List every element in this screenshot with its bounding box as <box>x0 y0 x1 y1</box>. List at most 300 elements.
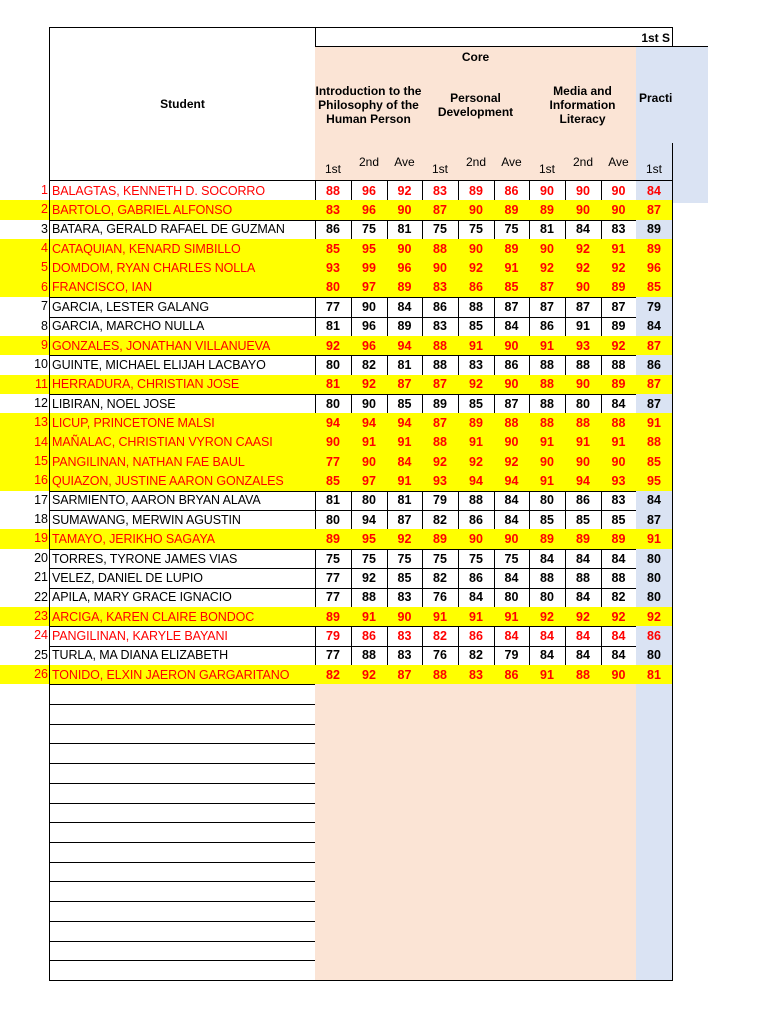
empty-grade-cell[interactable] <box>387 763 423 784</box>
grade-cell[interactable] <box>458 568 495 588</box>
empty-grade-cell[interactable] <box>387 724 423 745</box>
grade-cell[interactable] <box>315 394 352 414</box>
grade-cell[interactable] <box>636 278 673 298</box>
period-header-6[interactable] <box>494 143 530 181</box>
grade-cell[interactable] <box>315 626 352 646</box>
empty-grade-cell[interactable] <box>351 743 388 764</box>
grade-cell[interactable] <box>601 607 637 627</box>
grade-cell[interactable] <box>458 239 495 259</box>
empty-grade-cell[interactable] <box>351 704 388 725</box>
empty-grade-cell[interactable] <box>458 724 495 745</box>
empty-grade-cell[interactable] <box>565 822 602 843</box>
grade-cell[interactable] <box>351 529 388 549</box>
grade-cell[interactable] <box>351 471 388 491</box>
grade-cell[interactable] <box>387 336 423 356</box>
empty-grade-cell[interactable] <box>565 763 602 784</box>
empty-grade-cell[interactable] <box>636 724 673 745</box>
grade-cell[interactable] <box>315 258 352 278</box>
empty-grade-cell[interactable] <box>315 941 352 962</box>
grade-cell[interactable] <box>636 336 673 356</box>
grade-cell[interactable] <box>494 646 530 666</box>
period-header-9[interactable] <box>601 143 637 181</box>
grade-cell[interactable] <box>636 568 673 588</box>
grade-cell[interactable] <box>315 181 352 201</box>
grade-cell[interactable] <box>494 220 530 240</box>
grade-cell[interactable] <box>315 549 352 569</box>
grade-cell[interactable] <box>422 433 459 453</box>
grade-cell[interactable] <box>529 239 566 259</box>
student-name[interactable] <box>49 646 316 666</box>
grade-cell[interactable] <box>315 317 352 337</box>
empty-grade-cell[interactable] <box>529 960 566 981</box>
grade-cell[interactable] <box>315 278 352 298</box>
empty-grade-cell[interactable] <box>494 842 530 863</box>
grade-cell[interactable] <box>529 297 566 317</box>
empty-grade-cell[interactable] <box>422 862 459 883</box>
empty-grade-cell[interactable] <box>422 743 459 764</box>
grade-cell[interactable] <box>387 355 423 375</box>
grade-cell[interactable] <box>458 665 495 685</box>
grade-cell[interactable] <box>351 181 388 201</box>
empty-grade-cell[interactable] <box>636 842 673 863</box>
grade-cell[interactable] <box>458 317 495 337</box>
grade-cell[interactable] <box>422 588 459 608</box>
empty-grade-cell[interactable] <box>601 960 637 981</box>
grade-cell[interactable] <box>351 239 388 259</box>
grade-cell[interactable] <box>494 529 530 549</box>
student-name[interactable] <box>49 549 316 569</box>
empty-grade-cell[interactable] <box>565 881 602 902</box>
grade-cell[interactable] <box>458 529 495 549</box>
grade-cell[interactable] <box>601 220 637 240</box>
empty-grade-cell[interactable] <box>387 822 423 843</box>
grade-cell[interactable] <box>601 394 637 414</box>
grade-cell[interactable] <box>458 375 495 395</box>
grade-cell[interactable] <box>494 239 530 259</box>
grade-cell[interactable] <box>458 607 495 627</box>
grade-cell[interactable] <box>458 452 495 472</box>
grade-cell[interactable] <box>529 413 566 433</box>
grade-cell[interactable] <box>636 355 673 375</box>
grade-cell[interactable] <box>315 568 352 588</box>
grade-cell[interactable] <box>422 452 459 472</box>
grade-cell[interactable] <box>636 239 673 259</box>
grade-cell[interactable] <box>601 491 637 511</box>
grade-cell[interactable] <box>315 200 352 220</box>
empty-name-cell[interactable] <box>49 862 316 883</box>
empty-name-cell[interactable] <box>49 822 316 843</box>
grade-cell[interactable] <box>458 413 495 433</box>
empty-name-cell[interactable] <box>49 684 316 705</box>
grade-cell[interactable] <box>565 568 602 588</box>
empty-grade-cell[interactable] <box>636 684 673 705</box>
empty-grade-cell[interactable] <box>351 763 388 784</box>
grade-cell[interactable] <box>351 394 388 414</box>
grade-cell[interactable] <box>315 220 352 240</box>
grade-cell[interactable] <box>494 355 530 375</box>
grade-cell[interactable] <box>529 433 566 453</box>
empty-grade-cell[interactable] <box>529 704 566 725</box>
grade-cell[interactable] <box>351 607 388 627</box>
grade-cell[interactable] <box>315 665 352 685</box>
empty-grade-cell[interactable] <box>565 901 602 922</box>
grade-cell[interactable] <box>387 510 423 530</box>
empty-grade-cell[interactable] <box>636 704 673 725</box>
empty-grade-cell[interactable] <box>387 783 423 804</box>
grade-cell[interactable] <box>565 607 602 627</box>
grade-cell[interactable] <box>387 433 423 453</box>
grade-cell[interactable] <box>565 317 602 337</box>
grade-cell[interactable] <box>529 549 566 569</box>
grade-cell[interactable] <box>601 336 637 356</box>
empty-grade-cell[interactable] <box>315 763 352 784</box>
grade-cell[interactable] <box>387 413 423 433</box>
empty-grade-cell[interactable] <box>565 743 602 764</box>
grade-cell[interactable] <box>529 646 566 666</box>
empty-grade-cell[interactable] <box>529 921 566 942</box>
grade-cell[interactable] <box>565 646 602 666</box>
grade-cell[interactable] <box>387 220 423 240</box>
grade-cell[interactable] <box>351 317 388 337</box>
grade-cell[interactable] <box>458 433 495 453</box>
grade-cell[interactable] <box>422 317 459 337</box>
grade-cell[interactable] <box>601 317 637 337</box>
empty-grade-cell[interactable] <box>458 901 495 922</box>
grade-cell[interactable] <box>351 626 388 646</box>
empty-grade-cell[interactable] <box>422 822 459 843</box>
grade-cell[interactable] <box>565 239 602 259</box>
empty-grade-cell[interactable] <box>529 842 566 863</box>
student-name[interactable] <box>49 181 316 201</box>
empty-grade-cell[interactable] <box>315 724 352 745</box>
grade-cell[interactable] <box>529 317 566 337</box>
grade-cell[interactable] <box>636 433 673 453</box>
grade-cell[interactable] <box>351 355 388 375</box>
grade-cell[interactable] <box>494 510 530 530</box>
grade-cell[interactable] <box>422 607 459 627</box>
empty-name-cell[interactable] <box>49 941 316 962</box>
empty-grade-cell[interactable] <box>315 921 352 942</box>
grade-cell[interactable] <box>636 665 673 685</box>
empty-name-cell[interactable] <box>49 763 316 784</box>
empty-grade-cell[interactable] <box>315 960 352 981</box>
grade-cell[interactable] <box>422 278 459 298</box>
grade-cell[interactable] <box>387 181 423 201</box>
empty-grade-cell[interactable] <box>529 724 566 745</box>
empty-name-cell[interactable] <box>49 724 316 745</box>
grade-cell[interactable] <box>315 491 352 511</box>
grade-cell[interactable] <box>565 491 602 511</box>
grade-cell[interactable] <box>351 452 388 472</box>
student-name[interactable] <box>49 413 316 433</box>
grade-cell[interactable] <box>529 394 566 414</box>
grade-cell[interactable] <box>422 413 459 433</box>
period-header-7[interactable] <box>529 143 566 181</box>
empty-name-cell[interactable] <box>49 960 316 981</box>
empty-grade-cell[interactable] <box>601 941 637 962</box>
period-header-1[interactable] <box>315 143 352 181</box>
student-name[interactable] <box>49 200 316 220</box>
empty-grade-cell[interactable] <box>601 881 637 902</box>
empty-grade-cell[interactable] <box>494 862 530 883</box>
grade-cell[interactable] <box>351 665 388 685</box>
grade-cell[interactable] <box>387 200 423 220</box>
grade-cell[interactable] <box>458 181 495 201</box>
grade-cell[interactable] <box>565 471 602 491</box>
empty-grade-cell[interactable] <box>636 881 673 902</box>
grade-cell[interactable] <box>351 510 388 530</box>
empty-grade-cell[interactable] <box>458 921 495 942</box>
grade-cell[interactable] <box>601 510 637 530</box>
grade-cell[interactable] <box>529 258 566 278</box>
grade-cell[interactable] <box>422 529 459 549</box>
empty-grade-cell[interactable] <box>636 921 673 942</box>
student-name[interactable] <box>49 278 316 298</box>
grade-cell[interactable] <box>494 568 530 588</box>
grade-cell[interactable] <box>601 471 637 491</box>
grade-cell[interactable] <box>636 297 673 317</box>
grade-cell[interactable] <box>422 491 459 511</box>
grade-cell[interactable] <box>636 220 673 240</box>
grade-cell[interactable] <box>494 317 530 337</box>
empty-grade-cell[interactable] <box>387 743 423 764</box>
empty-grade-cell[interactable] <box>529 822 566 843</box>
empty-grade-cell[interactable] <box>494 921 530 942</box>
grade-cell[interactable] <box>315 433 352 453</box>
grade-cell[interactable] <box>387 665 423 685</box>
empty-grade-cell[interactable] <box>565 941 602 962</box>
empty-name-cell[interactable] <box>49 743 316 764</box>
empty-grade-cell[interactable] <box>529 881 566 902</box>
period-header-5[interactable] <box>458 143 495 181</box>
grade-cell[interactable] <box>422 336 459 356</box>
student-name[interactable] <box>49 626 316 646</box>
grade-cell[interactable] <box>636 181 673 201</box>
grade-cell[interactable] <box>315 336 352 356</box>
empty-grade-cell[interactable] <box>315 822 352 843</box>
empty-grade-cell[interactable] <box>351 803 388 824</box>
grade-cell[interactable] <box>494 413 530 433</box>
grade-cell[interactable] <box>636 549 673 569</box>
grade-cell[interactable] <box>529 626 566 646</box>
empty-grade-cell[interactable] <box>601 862 637 883</box>
grade-cell[interactable] <box>351 200 388 220</box>
empty-grade-cell[interactable] <box>422 941 459 962</box>
grade-cell[interactable] <box>636 317 673 337</box>
empty-grade-cell[interactable] <box>315 901 352 922</box>
empty-grade-cell[interactable] <box>422 704 459 725</box>
empty-grade-cell[interactable] <box>636 822 673 843</box>
grade-cell[interactable] <box>494 471 530 491</box>
grade-cell[interactable] <box>422 394 459 414</box>
grade-cell[interactable] <box>351 568 388 588</box>
grade-cell[interactable] <box>351 549 388 569</box>
subject-header-3[interactable] <box>529 67 637 144</box>
empty-grade-cell[interactable] <box>387 901 423 922</box>
grade-cell[interactable] <box>422 297 459 317</box>
grade-cell[interactable] <box>565 200 602 220</box>
grade-cell[interactable] <box>636 529 673 549</box>
empty-grade-cell[interactable] <box>458 803 495 824</box>
empty-grade-cell[interactable] <box>529 743 566 764</box>
grade-cell[interactable] <box>387 258 423 278</box>
grade-cell[interactable] <box>351 413 388 433</box>
grade-cell[interactable] <box>351 433 388 453</box>
empty-grade-cell[interactable] <box>458 783 495 804</box>
grade-cell[interactable] <box>601 413 637 433</box>
empty-grade-cell[interactable] <box>565 684 602 705</box>
grade-cell[interactable] <box>636 375 673 395</box>
empty-grade-cell[interactable] <box>458 842 495 863</box>
empty-grade-cell[interactable] <box>458 960 495 981</box>
empty-grade-cell[interactable] <box>351 921 388 942</box>
empty-grade-cell[interactable] <box>351 822 388 843</box>
grade-cell[interactable] <box>458 200 495 220</box>
empty-grade-cell[interactable] <box>601 901 637 922</box>
grade-cell[interactable] <box>565 375 602 395</box>
grade-cell[interactable] <box>494 665 530 685</box>
empty-grade-cell[interactable] <box>494 901 530 922</box>
grade-cell[interactable] <box>601 181 637 201</box>
period-header-2[interactable] <box>351 143 388 181</box>
grade-cell[interactable] <box>565 394 602 414</box>
empty-grade-cell[interactable] <box>351 783 388 804</box>
grade-cell[interactable] <box>565 336 602 356</box>
empty-name-cell[interactable] <box>49 881 316 902</box>
grade-cell[interactable] <box>636 646 673 666</box>
grade-cell[interactable] <box>458 278 495 298</box>
empty-grade-cell[interactable] <box>636 960 673 981</box>
grade-cell[interactable] <box>351 375 388 395</box>
grade-cell[interactable] <box>494 607 530 627</box>
grade-cell[interactable] <box>565 665 602 685</box>
grade-cell[interactable] <box>494 297 530 317</box>
grade-cell[interactable] <box>636 471 673 491</box>
empty-grade-cell[interactable] <box>565 803 602 824</box>
grade-cell[interactable] <box>458 394 495 414</box>
grade-cell[interactable] <box>315 297 352 317</box>
grade-cell[interactable] <box>315 239 352 259</box>
grade-cell[interactable] <box>565 549 602 569</box>
grade-cell[interactable] <box>565 220 602 240</box>
grade-cell[interactable] <box>387 317 423 337</box>
grade-cell[interactable] <box>387 375 423 395</box>
grade-cell[interactable] <box>494 588 530 608</box>
empty-grade-cell[interactable] <box>601 704 637 725</box>
empty-grade-cell[interactable] <box>565 724 602 745</box>
empty-name-cell[interactable] <box>49 901 316 922</box>
empty-grade-cell[interactable] <box>422 901 459 922</box>
grade-cell[interactable] <box>529 355 566 375</box>
grade-cell[interactable] <box>565 529 602 549</box>
empty-grade-cell[interactable] <box>315 783 352 804</box>
grade-cell[interactable] <box>601 297 637 317</box>
grade-cell[interactable] <box>601 452 637 472</box>
grade-cell[interactable] <box>636 491 673 511</box>
empty-grade-cell[interactable] <box>529 763 566 784</box>
student-name[interactable] <box>49 471 316 491</box>
empty-grade-cell[interactable] <box>601 684 637 705</box>
student-name[interactable] <box>49 220 316 240</box>
student-name[interactable] <box>49 568 316 588</box>
empty-grade-cell[interactable] <box>565 842 602 863</box>
empty-grade-cell[interactable] <box>422 724 459 745</box>
empty-grade-cell[interactable] <box>351 684 388 705</box>
empty-grade-cell[interactable] <box>494 941 530 962</box>
empty-grade-cell[interactable] <box>636 901 673 922</box>
grade-cell[interactable] <box>458 626 495 646</box>
grade-cell[interactable] <box>636 413 673 433</box>
empty-grade-cell[interactable] <box>422 763 459 784</box>
grade-cell[interactable] <box>565 510 602 530</box>
grade-cell[interactable] <box>315 588 352 608</box>
student-name[interactable] <box>49 607 316 627</box>
empty-grade-cell[interactable] <box>422 881 459 902</box>
empty-name-cell[interactable] <box>49 783 316 804</box>
grade-cell[interactable] <box>636 258 673 278</box>
grade-cell[interactable] <box>315 510 352 530</box>
grade-cell[interactable] <box>565 297 602 317</box>
empty-grade-cell[interactable] <box>529 901 566 922</box>
grade-cell[interactable] <box>422 626 459 646</box>
grade-cell[interactable] <box>422 568 459 588</box>
empty-grade-cell[interactable] <box>494 881 530 902</box>
student-name[interactable] <box>49 433 316 453</box>
empty-grade-cell[interactable] <box>387 803 423 824</box>
empty-grade-cell[interactable] <box>458 941 495 962</box>
grade-cell[interactable] <box>565 588 602 608</box>
grade-cell[interactable] <box>351 588 388 608</box>
grade-cell[interactable] <box>565 626 602 646</box>
grade-cell[interactable] <box>422 181 459 201</box>
empty-grade-cell[interactable] <box>565 783 602 804</box>
empty-grade-cell[interactable] <box>387 881 423 902</box>
grade-cell[interactable] <box>422 355 459 375</box>
student-name[interactable] <box>49 336 316 356</box>
grade-cell[interactable] <box>529 510 566 530</box>
grade-cell[interactable] <box>529 588 566 608</box>
grade-cell[interactable] <box>387 588 423 608</box>
empty-grade-cell[interactable] <box>636 743 673 764</box>
empty-grade-cell[interactable] <box>601 842 637 863</box>
empty-grade-cell[interactable] <box>458 763 495 784</box>
grade-cell[interactable] <box>529 471 566 491</box>
student-name[interactable] <box>49 375 316 395</box>
empty-grade-cell[interactable] <box>458 704 495 725</box>
grade-cell[interactable] <box>315 375 352 395</box>
empty-grade-cell[interactable] <box>315 704 352 725</box>
grade-cell[interactable] <box>494 200 530 220</box>
grade-cell[interactable] <box>636 452 673 472</box>
empty-grade-cell[interactable] <box>601 783 637 804</box>
grade-cell[interactable] <box>458 588 495 608</box>
empty-grade-cell[interactable] <box>636 862 673 883</box>
student-name[interactable] <box>49 394 316 414</box>
empty-grade-cell[interactable] <box>422 842 459 863</box>
grade-cell[interactable] <box>565 278 602 298</box>
grade-cell[interactable] <box>387 471 423 491</box>
empty-grade-cell[interactable] <box>422 921 459 942</box>
grade-cell[interactable] <box>494 394 530 414</box>
grade-cell[interactable] <box>529 529 566 549</box>
grade-cell[interactable] <box>387 568 423 588</box>
student-name[interactable] <box>49 529 316 549</box>
empty-grade-cell[interactable] <box>458 862 495 883</box>
period-header-3[interactable] <box>387 143 423 181</box>
semester-header-cell[interactable] <box>315 27 673 47</box>
grade-cell[interactable] <box>494 433 530 453</box>
grade-cell[interactable] <box>601 588 637 608</box>
